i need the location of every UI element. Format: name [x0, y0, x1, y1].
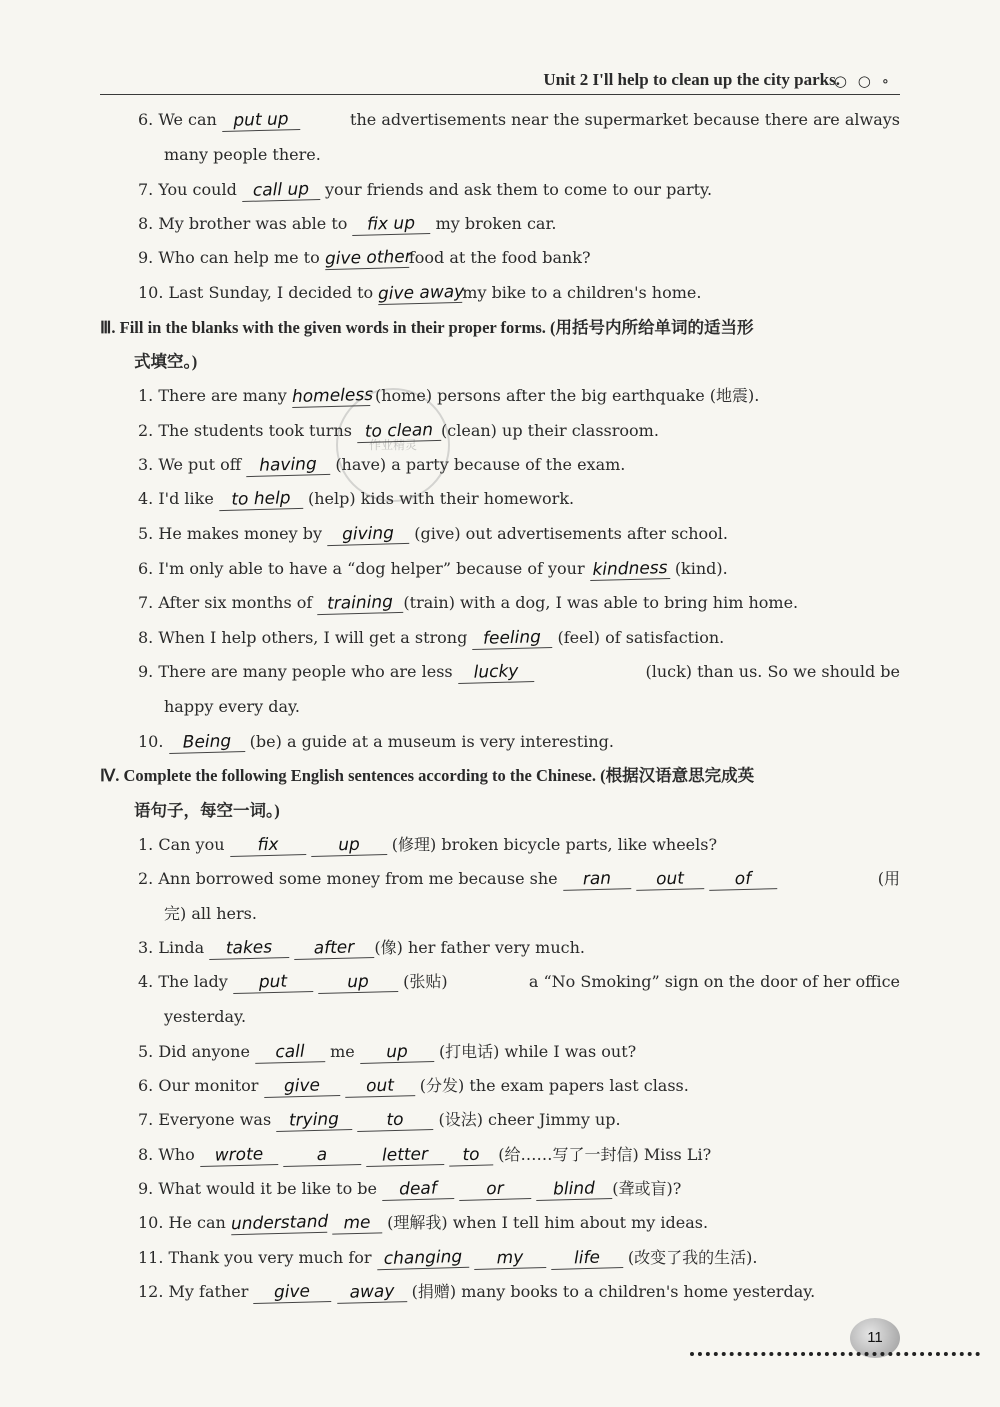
answer-blank[interactable]: a — [283, 1144, 362, 1167]
answer-blank[interactable]: me — [332, 1212, 383, 1234]
answer-blank[interactable]: fix — [229, 834, 306, 857]
stamp-watermark: 作业精灵 — [336, 388, 450, 502]
answer-blank[interactable]: homeless — [291, 384, 374, 408]
p3-q2: 2. The students took turns to clean (clean) up their classroom. — [138, 420, 659, 442]
answer-blank[interactable]: after — [294, 937, 375, 960]
p4-q10: 10. He can understand me (理解我) when I tell him about my ideas. — [138, 1211, 709, 1235]
p4-q5: 5. Did anyone call me up (打电话) while I was out? — [138, 1041, 637, 1063]
answer-blank[interactable]: training — [317, 592, 404, 615]
p4-q7: 7. Everyone was trying to (设法) cheer Jimmy up. — [138, 1109, 621, 1131]
answer-blank[interactable]: blind — [536, 1178, 613, 1201]
p3-q9: 9. There are many people who are less lucky (luck) than us. So we should be — [138, 661, 900, 683]
answer-blank[interactable]: put up — [222, 109, 301, 132]
p2-q6-cont: many people there. — [164, 145, 321, 164]
answer-blank[interactable]: deaf — [382, 1178, 455, 1201]
answer-blank[interactable]: up — [360, 1041, 435, 1064]
p4-q12: 12. My father give away (捐赠) many books to a children's home yesterday. — [138, 1281, 816, 1303]
section-4-heading-cont: 语句子，每空一词。) — [134, 801, 280, 820]
p4-q1: 1. Can you fix up (修理) broken bicycle parts, like wheels? — [138, 834, 718, 856]
p3-q5: 5. He makes money by giving (give) out advertisements after school. — [138, 523, 728, 545]
p4-q2: 2. Ann borrowed some money from me because she ran out of (用 — [138, 868, 900, 890]
answer-blank[interactable]: give away — [378, 281, 465, 305]
p3-q8: 8. When I help others, I will get a strong feeling (feel) of satisfaction. — [138, 627, 725, 649]
section-4-heading: Ⅳ. Complete the following English sentences according to the Chinese. (根据汉语意思完成英 — [100, 766, 755, 785]
answer-blank[interactable]: feeling — [472, 627, 553, 650]
answer-blank[interactable]: call up — [242, 179, 321, 202]
answer-blank[interactable]: give — [253, 1281, 332, 1304]
answer-blank[interactable]: or — [459, 1178, 532, 1201]
answer-blank[interactable]: give other — [324, 246, 412, 270]
answer-blank[interactable]: away — [336, 1281, 407, 1304]
answer-blank[interactable]: letter — [366, 1144, 445, 1167]
p3-q3: 3. We put off having (have) a party because of the exam. — [138, 454, 626, 476]
p4-q8: 8. Who wrote a letter to (给……写了一封信) Miss Li? — [138, 1144, 712, 1166]
answer-blank[interactable]: changing — [376, 1247, 469, 1270]
p3-q6: 6. I'm only able to have a “dog helper” because of your kindness (kind). — [138, 558, 728, 580]
answer-blank[interactable]: understand — [230, 1211, 329, 1235]
answer-blank[interactable]: my — [473, 1247, 546, 1270]
header-decoration: ○ ○ ∘ — [833, 72, 892, 90]
p4-q4: 4. The lady put up (张贴) a “No Smoking” sign on the door of her office — [138, 971, 900, 993]
answer-blank[interactable]: Being — [168, 731, 245, 754]
p3-q10: 10. Being (be) a guide at a museum is very interesting. — [138, 731, 614, 753]
p2-q6: 6. We can put up the advertisements near the supermarket because there are always — [138, 109, 900, 131]
answer-blank[interactable]: takes — [209, 937, 290, 960]
section-3-heading-cont: 式填空。) — [134, 352, 198, 371]
footer-dotted-rule — [690, 1352, 980, 1356]
p2-q8: 8. My brother was able to fix up my broken car. — [138, 213, 557, 235]
section-3-heading: Ⅲ. Fill in the blanks with the given words in their proper forms. (用括号内所给单词的适当形 — [100, 318, 754, 337]
answer-blank[interactable]: wrote — [200, 1144, 279, 1167]
answer-blank[interactable]: life — [551, 1247, 624, 1270]
answer-blank[interactable]: to — [357, 1109, 434, 1132]
answer-blank[interactable]: out — [344, 1075, 415, 1098]
p3-q9-cont: happy every day. — [164, 697, 300, 716]
answer-blank[interactable]: fix up — [352, 213, 431, 236]
p4-q2-cont: 完) all hers. — [164, 904, 257, 923]
answer-blank[interactable]: lucky — [457, 661, 534, 684]
answer-blank[interactable]: of — [709, 868, 778, 891]
answer-blank[interactable]: to clean — [357, 420, 442, 443]
answer-blank[interactable]: put — [233, 971, 314, 994]
p4-q11: 11. Thank you very much for changing my life (改变了我的生活). — [138, 1246, 758, 1270]
answer-blank[interactable]: trying — [276, 1109, 353, 1132]
answer-blank[interactable]: up — [310, 834, 387, 857]
p4-q3: 3. Linda takes after (像) her father very much. — [138, 937, 585, 959]
page-number: 11 — [850, 1318, 900, 1358]
answer-blank[interactable]: out — [636, 868, 705, 891]
p3-q4: 4. I'd like to help (help) kids with their homework. — [138, 488, 575, 510]
p4-q6: 6. Our monitor give out (分发) the exam papers last class. — [138, 1075, 689, 1097]
answer-blank[interactable]: giving — [327, 523, 410, 546]
page-header — [100, 66, 900, 95]
p3-q1: 1. There are many homeless (home) persons after the big earthquake (地震). — [138, 384, 760, 408]
p3-q7: 7. After six months of training (train) with a dog, I was able to bring him home. — [138, 592, 799, 614]
unit-title: Unit 2 I'll help to clean up the city parks. — [543, 70, 840, 89]
p2-q9: 9. Who can help me to give otherfood at the food bank? — [138, 246, 591, 270]
answer-blank[interactable]: call — [255, 1041, 326, 1064]
p2-q10: 10. Last Sunday, I decided to give awaymy bike to a children's home. — [138, 281, 702, 305]
answer-blank[interactable]: kindness — [589, 558, 670, 581]
answer-blank[interactable]: to — [449, 1144, 494, 1166]
answer-blank[interactable]: to help — [219, 488, 304, 511]
p2-q7: 7. You could call up your friends and ask them to come to our party. — [138, 179, 713, 201]
answer-blank[interactable]: ran — [562, 868, 631, 891]
p4-q4-cont: yesterday. — [164, 1007, 247, 1026]
answer-blank[interactable]: up — [318, 971, 399, 994]
p4-q9: 9. What would it be like to be deaf or blind (聋或盲)? — [138, 1178, 682, 1200]
answer-blank[interactable]: give — [263, 1075, 340, 1098]
answer-blank[interactable]: having — [246, 454, 331, 477]
